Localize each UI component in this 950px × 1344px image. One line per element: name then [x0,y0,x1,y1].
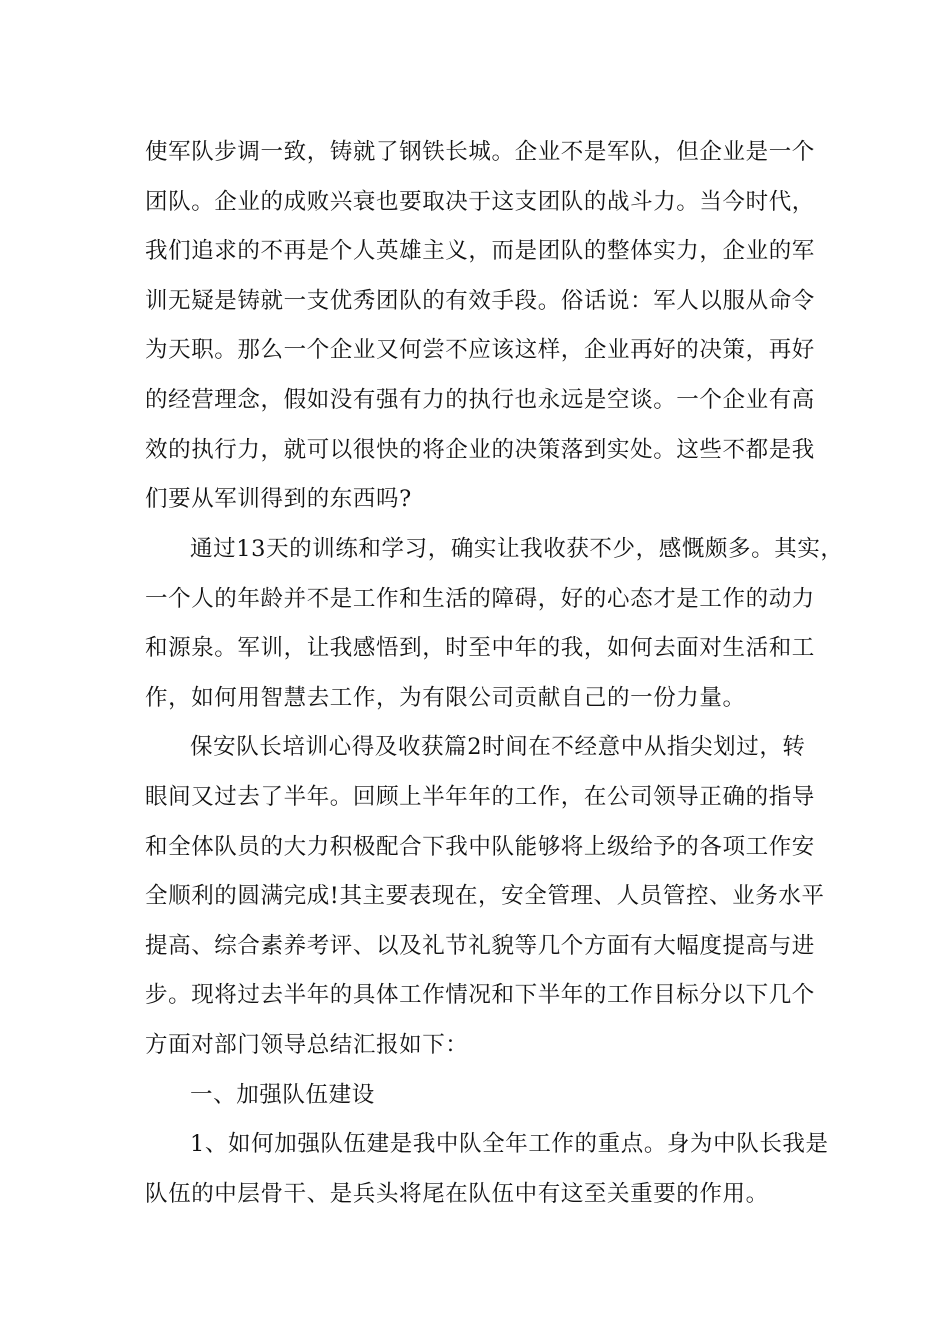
text-line-11: 和源泉。军训，让我感悟到，时至中年的我，如何去面对生活和工 [145,635,815,661]
paragraph-start-line-9: 通过13天的训练和学习，确实让我收获不少，感慨颇多。其实， [190,536,844,562]
text-line-10: 一个人的年龄并不是工作和生活的障碍，好的心态才是工作的动力 [145,586,815,612]
section-heading: 一、加强队伍建设 [190,1082,375,1108]
text-line-3: 我们追求的不再是个人英雄主义，而是团队的整体实力，企业的军 [145,238,815,264]
text-line-8: 们要从军训得到的东西吗? [145,486,412,512]
paragraph-start-line-21: 1、如何加强队伍建是我中队全年工作的重点。身为中队长我是 [190,1131,829,1157]
text-line-18: 步。现将过去半年的具体工作情况和下半年的工作目标分以下几个 [145,982,815,1008]
text-line-12: 作，如何用智慧去工作，为有限公司贡献自己的一份力量。 [145,685,746,711]
text-line-22: 队伍的中层骨干、是兵头将尾在队伍中有这至关重要的作用。 [145,1181,769,1207]
text-line-17: 提高、综合素养考评、以及礼节礼貌等几个方面有大幅度提高与进 [145,933,815,959]
text-line-4: 训无疑是铸就一支优秀团队的有效手段。俗话说：军人以服从命令 [145,288,815,314]
paragraph-start-line-13: 保安队长培训心得及收获篇2时间在不经意中从指尖划过，转 [190,734,806,760]
text-line-15: 和全体队员的大力积极配合下我中队能够将上级给予的各项工作安 [145,834,815,860]
text-line-7: 效的执行力，就可以很快的将企业的决策落到实处。这些不都是我 [145,437,815,463]
text-line-1: 使军队步调一致，铸就了钢铁长城。企业不是军队，但企业是一个 [145,139,815,165]
text-line-19: 方面对部门领导总结汇报如下： [145,1032,469,1058]
text-line-6: 的经营理念，假如没有强有力的执行也永远是空谈。一个企业有高 [145,387,815,413]
text-line-16: 全顺利的圆满完成!其主要表现在，安全管理、人员管控、业务水平 [145,883,825,909]
text-line-2: 团队。企业的成败兴衰也要取决于这支团队的战斗力。当今时代， [145,189,815,215]
text-line-14: 眼间又过去了半年。回顾上半年年的工作，在公司领导正确的指导 [145,784,815,810]
text-line-5: 为天职。那么一个企业又何尝不应该这样，企业再好的决策，再好 [145,337,815,363]
